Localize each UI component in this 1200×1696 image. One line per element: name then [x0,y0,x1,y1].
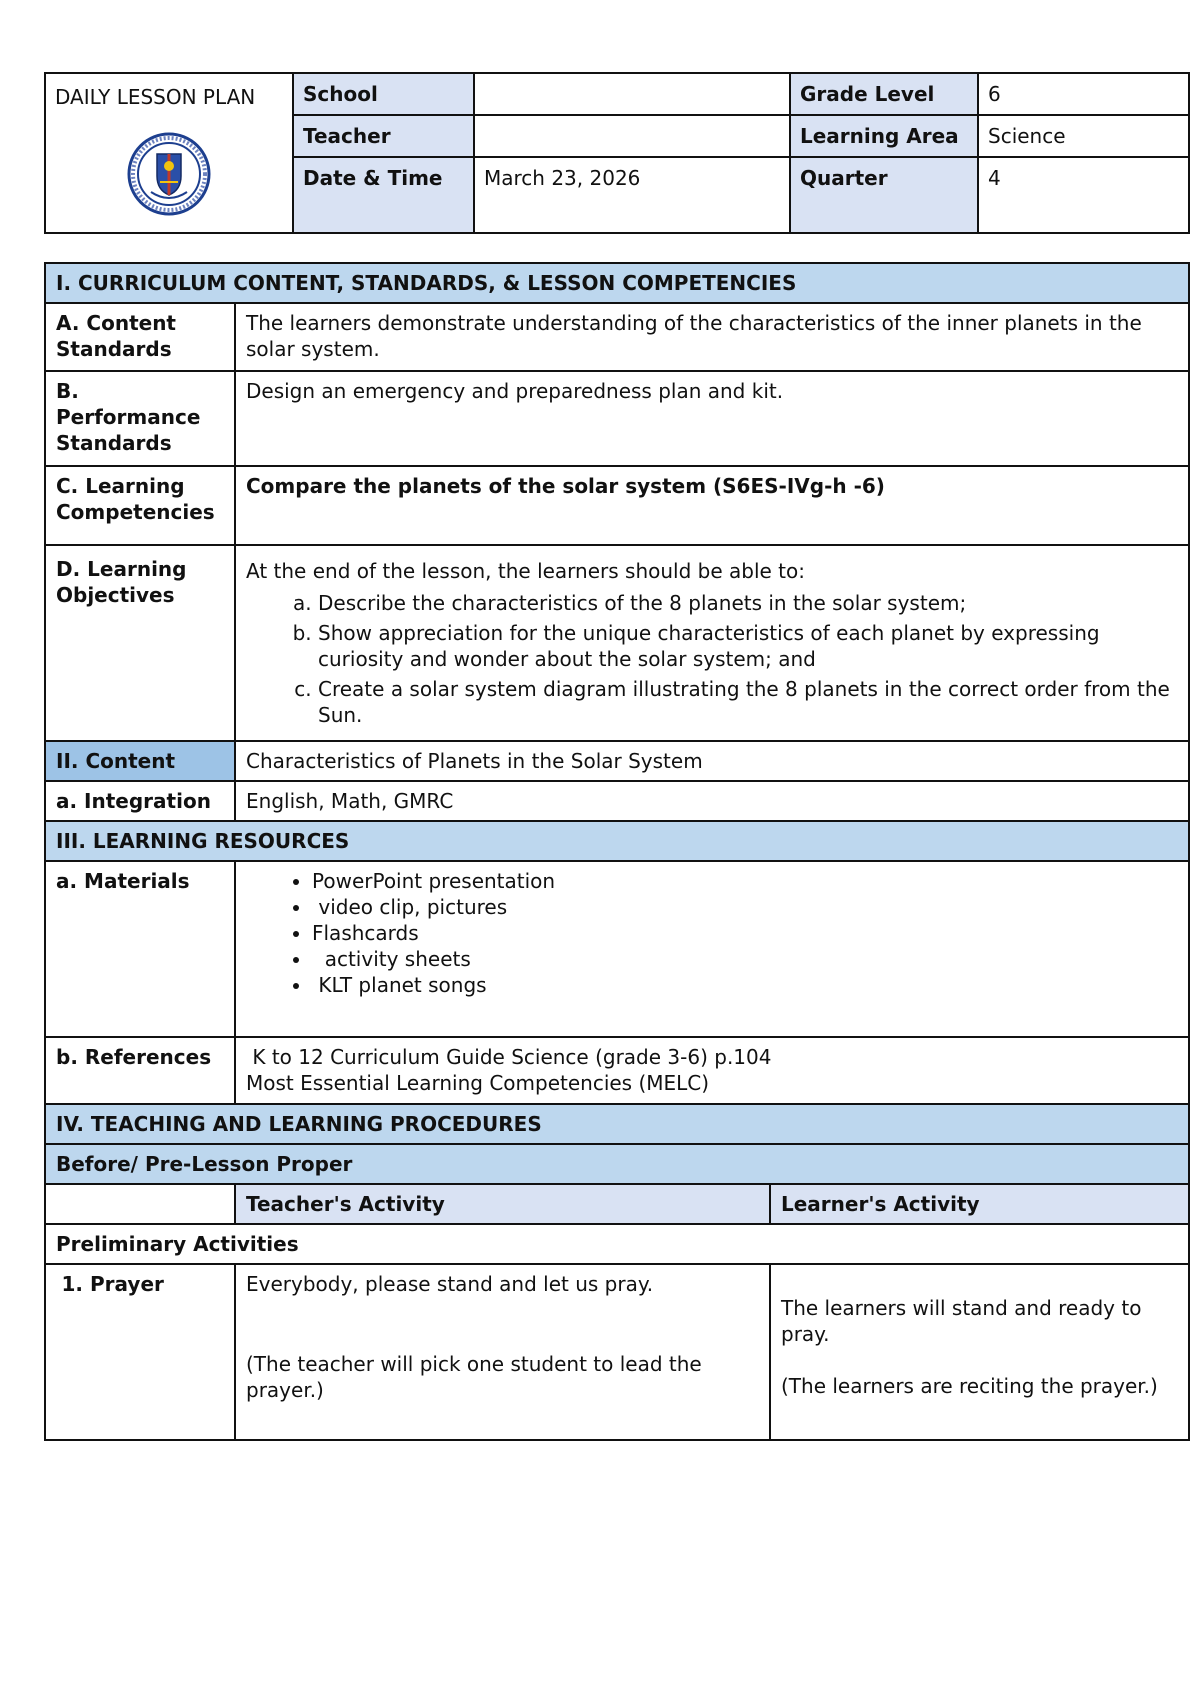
section-3-title: III. LEARNING RESOURCES [45,821,1189,861]
learner-prayer-response: The learners will stand and ready to pray. [781,1296,1142,1346]
references-cell [235,1037,1189,1104]
reference-item: K to 12 Curriculum Guide Science (grade 3-6) p.104 [246,1045,772,1069]
learner-prayer-note: (The learners are reciting the prayer.) [781,1374,1158,1398]
teacher-prayer-note: (The teacher will pick one student to lead the prayer.) [246,1352,702,1402]
objectives-list [246,590,1178,728]
learning-area-label: Learning Area [790,115,978,157]
performance-standards-label: B. Performance Standards [45,371,235,466]
lesson-plan-table [44,262,1190,1441]
content-standards-label: A. Content Standards [45,303,235,371]
grade-level-label: Grade Level [790,73,978,115]
dlp-title: DAILY LESSON PLAN [55,85,256,109]
materials-list [246,868,1178,998]
content-text: Characteristics of Planets in the Solar System [235,741,1189,781]
material-item: • Flashcards [312,920,1178,946]
teacher-prayer-cell [235,1264,770,1440]
teacher-value [474,115,790,157]
header-table [44,72,1190,234]
teacher-prayer-instruction: Everybody, please stand and let us pray. [246,1272,654,1296]
integration-label: a. Integration [45,781,235,821]
competencies-label: C. Learning Competencies [45,466,235,545]
section-4-title: IV. TEACHING AND LEARNING PROCEDURES [45,1104,1189,1144]
teacher-activity-header: Teacher's Activity [235,1184,770,1224]
deped-seal-logo [127,132,211,216]
performance-standards-text: Design an emergency and preparedness plan and kit. [235,371,1189,466]
quarter-value: 4 [978,157,1189,233]
date-time-value: March 23, 2026 [474,157,790,233]
materials-label: a. Materials [45,861,235,1037]
teacher-label: Teacher [293,115,474,157]
material-item: • video clip, pictures [312,894,1178,920]
prayer-label: 1. Prayer [90,1271,224,1297]
learner-activity-header: Learner's Activity [770,1184,1189,1224]
quarter-label: Quarter [790,157,978,233]
preliminary-activities-title: Preliminary Activities [45,1224,1189,1264]
section-2-title: II. Content [45,741,235,781]
objective-item: a. Describe the characteristics of the 8 planets in the solar system; [318,590,1178,616]
pre-lesson-title: Before/ Pre-Lesson Proper [45,1144,1189,1184]
material-item: • activity sheets [312,946,1178,972]
grade-level-value: 6 [978,73,1189,115]
learner-prayer-cell [770,1264,1189,1440]
school-value [474,73,790,115]
objectives-intro: At the end of the lesson, the learners should be able to: [246,559,805,583]
material-item: • PowerPoint presentation [312,868,1178,894]
dlp-title-cell [45,73,293,233]
objectives-cell [235,545,1189,741]
prayer-list [56,1271,224,1297]
date-time-label: Date & Time [293,157,474,233]
section-1-title: I. CURRICULUM CONTENT, STANDARDS, & LESSON COMPETENCIES [45,263,1189,303]
learning-area-value: Science [978,115,1189,157]
empty-header-cell [45,1184,235,1224]
references-label: b. References [45,1037,235,1104]
integration-text: English, Math, GMRC [235,781,1189,821]
material-item: • KLT planet songs [312,972,1178,998]
objectives-label: D. Learning Objectives [45,545,235,741]
school-label: School [293,73,474,115]
objective-item: b. Show appreciation for the unique characteristics of each planet by expressing curiosity and wonder about the solar system; and [318,620,1178,672]
reference-item: Most Essential Learning Competencies (MELC) [246,1071,710,1095]
materials-cell [235,861,1189,1037]
content-standards-text: The learners demonstrate understanding of the characteristics of the inner planets in the solar system. [235,303,1189,371]
objective-item: c. Create a solar system diagram illustrating the 8 planets in the correct order from the Sun. [318,676,1178,728]
competencies-text: Compare the planets of the solar system (S6ES-IVg-h -6) [235,466,1189,545]
prayer-label-cell [45,1264,235,1440]
